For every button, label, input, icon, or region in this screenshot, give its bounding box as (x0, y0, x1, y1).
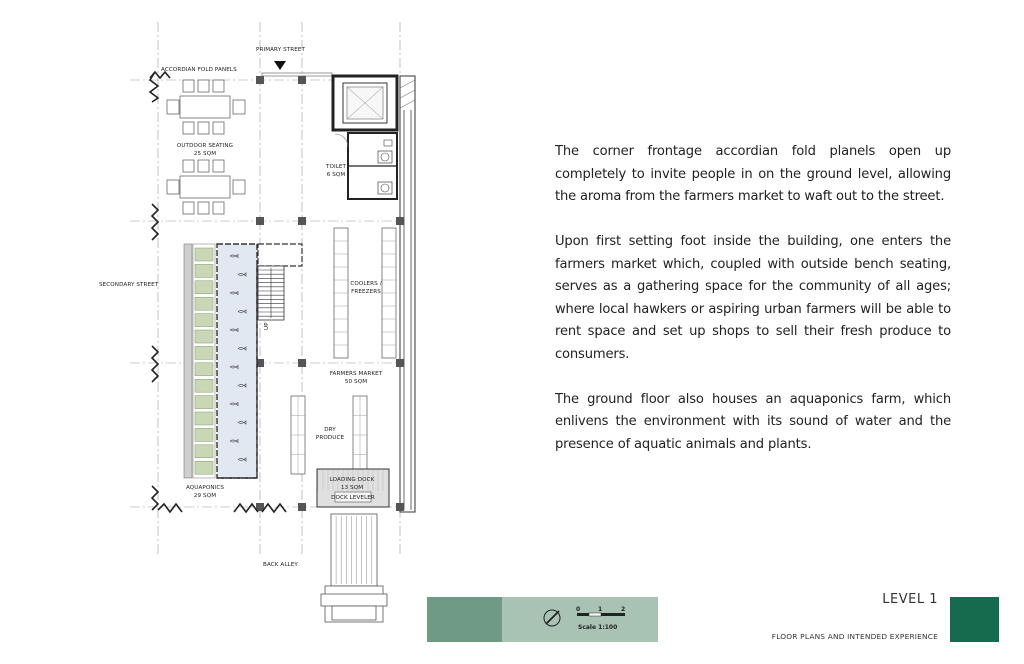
truck (321, 514, 387, 622)
label-up: UP (264, 322, 270, 330)
plant-bed (195, 281, 213, 294)
label-toilet-area: 6 SQM (326, 172, 346, 178)
plant-bed (195, 412, 213, 425)
legend-block-light (502, 597, 658, 642)
plant-bed (195, 264, 213, 277)
label-outdoor-seating-area: 25 SQM (193, 151, 217, 157)
label-dry: DRY (324, 427, 336, 433)
description-paragraph-3: The ground floor also houses an aquaponics farm, which enlivens the environment with its sound of water and the presence of aquatic animals and plants. (555, 391, 951, 452)
plant-bed (195, 330, 213, 343)
east-wall (400, 76, 415, 512)
plant-bed (195, 248, 213, 261)
plant-bed (195, 445, 213, 458)
level-title: LEVEL 1 (882, 592, 938, 607)
scale-tick-1: 1 (598, 606, 603, 613)
page-subtitle: FLOOR PLANS AND INTENDED EXPERIENCE (771, 632, 938, 641)
plant-bed (195, 461, 213, 474)
scale-tick-2: 2 (621, 606, 626, 613)
scale-legend (427, 597, 658, 642)
plant-bed (195, 379, 213, 392)
lift-core (333, 76, 397, 130)
plant-bed (195, 297, 213, 310)
plant-bed (195, 428, 213, 441)
plant-bed (195, 396, 213, 409)
label-outdoor-seating: OUTDOOR SEATING (176, 143, 234, 149)
label-farmers-market: FARMERS MARKET (329, 371, 383, 377)
label-aquaponics-area: 29 SQM (193, 493, 217, 499)
scale-tick-0: 0 (576, 606, 581, 613)
label-dock-leveler: DOCK LEVELER (331, 495, 375, 501)
primary-entrance (262, 61, 332, 76)
stair (258, 244, 302, 320)
label-secondary-street: SECONDARY STREET (99, 282, 159, 288)
label-freezers: FREEZERS (351, 289, 381, 295)
description-paragraph-2: Upon first setting foot inside the building, one enters the farmers market which, coupled with outside bench seating, serves as a gathering space for the community of all ages; where local hawkers or aspiring urban farmers will be able to rent space and set up shops to sell their fresh produce to consumers. (555, 234, 951, 362)
label-farmers-market-area: 50 SQM (344, 379, 368, 385)
description-text (555, 141, 951, 479)
label-produce: PRODUCE (315, 435, 345, 441)
plant-bed (195, 363, 213, 376)
plant-bed (195, 314, 213, 327)
label-accordian-fold-panels: ACCORDIAN FOLD PANELS (161, 67, 237, 73)
label-loading-dock: LOADING DOCK (329, 477, 375, 483)
aquaponics-farm (184, 244, 257, 478)
label-toilet: TOILET (325, 164, 347, 170)
description-paragraph-1: The corner frontage accordian fold planels open up completely to invite people in on the ground level, allowing the aroma from the farmers market to waft out to the street. (555, 144, 951, 204)
color-swatch (950, 597, 999, 642)
scale-label: Scale 1:100 (578, 624, 618, 631)
label-aquaponics: AQUAPONICS (185, 485, 225, 491)
label-primary-street: PRIMARY STREET (256, 47, 306, 53)
legend-block-dark (427, 597, 502, 642)
label-back-alley: BACK ALLEY (263, 562, 298, 568)
plant-bed (195, 346, 213, 359)
label-coolers: COOLERS / (350, 281, 382, 287)
label-loading-dock-area: 13 SQM (340, 485, 364, 491)
